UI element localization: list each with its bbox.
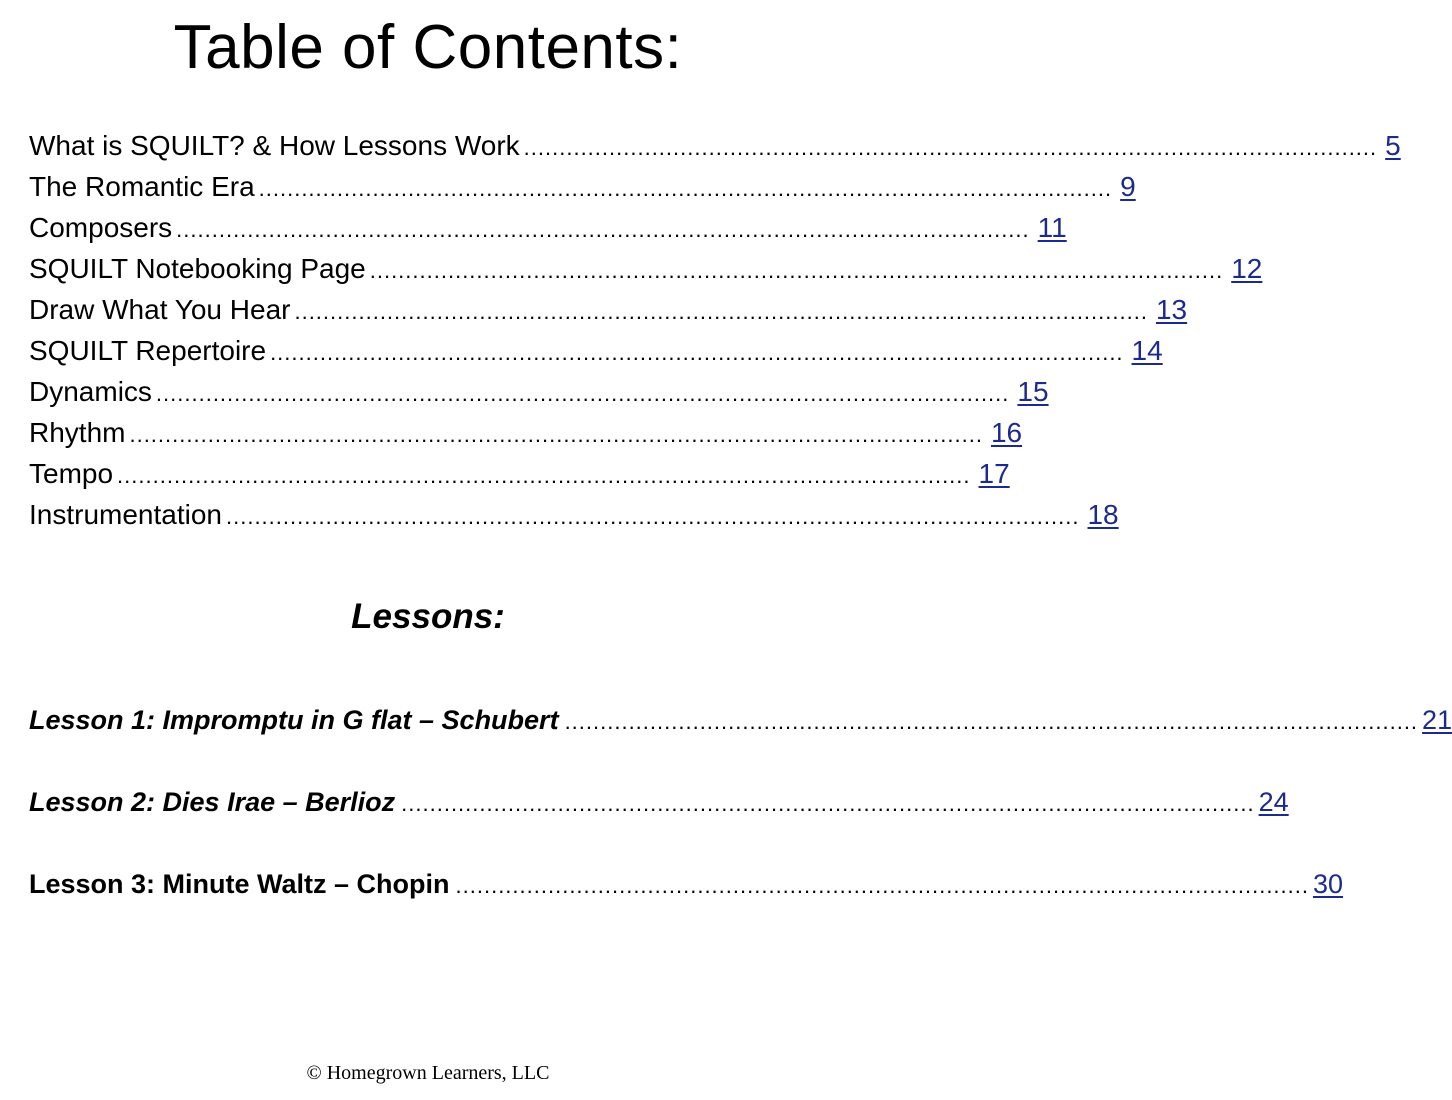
toc-page-link[interactable]: 9: [1120, 171, 1136, 202]
toc-entry: [29, 415, 1023, 456]
toc-entry-label: The Romantic Era: [29, 171, 255, 202]
toc-page-link[interactable]: 5: [1385, 130, 1401, 161]
dot-leader: ........................................................................................................................: [401, 791, 1255, 816]
lesson-entry: [29, 782, 1289, 864]
copyright-footer: © Homegrown Learners, LLC: [306, 1062, 550, 1084]
lessons-list: [29, 700, 1452, 946]
toc-entry: [29, 333, 1163, 374]
dot-leader: ........................................................................................................................: [117, 463, 971, 488]
toc-page-link[interactable]: 11: [1037, 212, 1067, 243]
dot-leader: ........................................................................................................................: [564, 709, 1419, 734]
toc-entry: [29, 497, 1119, 538]
toc-entry-label: Rhythm: [29, 417, 126, 448]
lesson-page-link[interactable]: 30: [1313, 869, 1344, 899]
dot-leader: ........................................................................................................................: [226, 504, 1080, 529]
toc-entry-label: SQUILT Repertoire: [29, 335, 267, 366]
dot-leader: ........................................................................................................................: [176, 217, 1030, 242]
dot-leader: ........................................................................................................................: [369, 258, 1224, 283]
toc-page-link[interactable]: 17: [978, 458, 1010, 489]
toc-entry-label: Composers: [29, 212, 173, 243]
toc-entry: [29, 374, 1049, 415]
dot-leader: ........................................................................................................................: [294, 299, 1148, 324]
toc-list: [29, 128, 1401, 538]
toc-entry-label: Instrumentation: [29, 499, 222, 530]
dot-leader: ........................................................................................................................: [129, 422, 983, 447]
toc-page-link[interactable]: 14: [1131, 335, 1163, 366]
toc-page-link[interactable]: 12: [1231, 253, 1263, 284]
toc-page-link[interactable]: 16: [990, 417, 1023, 448]
lesson-entry: [29, 700, 1452, 782]
lesson-entry-label: Lesson 1: Impromptu in G flat – Schubert: [29, 705, 559, 735]
toc-entry-label: SQUILT Notebooking Page: [29, 253, 366, 284]
dot-leader: ........................................................................................................................: [455, 873, 1309, 898]
toc-entry-label: Tempo: [29, 458, 114, 489]
toc-entry: [29, 169, 1136, 210]
toc-entry-label: Draw What You Hear: [29, 294, 291, 325]
lesson-page-link[interactable]: 24: [1258, 787, 1289, 817]
dot-leader: ........................................................................................................................: [258, 176, 1113, 201]
dot-leader: ........................................................................................................................: [523, 135, 1378, 160]
toc-page-link[interactable]: 15: [1017, 376, 1049, 407]
toc-entry: [29, 456, 1010, 497]
lesson-entry: [29, 864, 1344, 946]
toc-entry: [29, 210, 1067, 251]
lessons-heading: Lessons:: [351, 597, 505, 636]
lesson-entry-label: Lesson 2: Dies Irae – Berlioz: [29, 787, 396, 817]
page-title: Table of Contents:: [173, 13, 683, 82]
lesson-page-link[interactable]: 21: [1422, 705, 1452, 735]
dot-leader: ........................................................................................................................: [155, 381, 1010, 406]
toc-entry: [29, 251, 1263, 292]
toc-entry-label: What is SQUILT? & How Lessons Work: [29, 130, 520, 161]
dot-leader: ........................................................................................................................: [270, 340, 1124, 365]
toc-page-link[interactable]: 18: [1087, 499, 1119, 530]
toc-entry: [29, 292, 1188, 333]
lesson-entry-label: Lesson 3: Minute Waltz – Chopin: [29, 869, 450, 899]
toc-entry-label: Dynamics: [29, 376, 152, 407]
toc-entry: [29, 128, 1401, 169]
toc-page-link[interactable]: 13: [1155, 294, 1188, 325]
